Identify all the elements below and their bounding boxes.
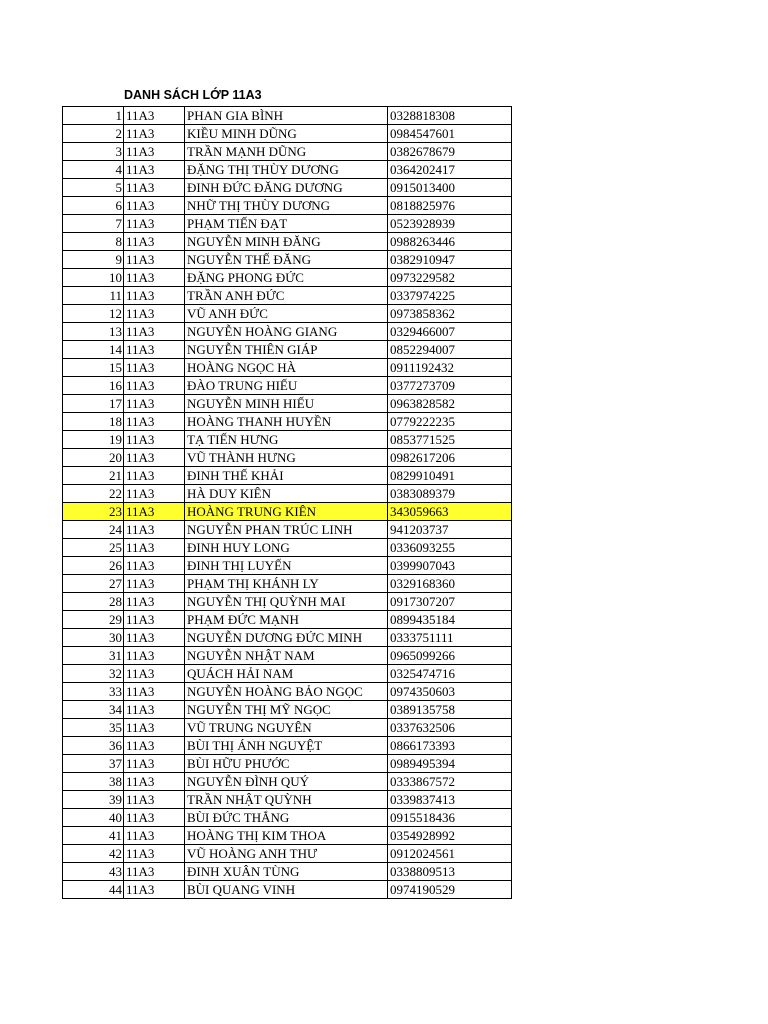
student-name-cell[interactable]: QUÁCH HẢI NAM xyxy=(185,665,388,683)
class-cell[interactable]: 11A3 xyxy=(124,431,185,449)
phone-cell[interactable]: 0354928992 xyxy=(388,827,512,845)
row-number-cell[interactable]: 35 xyxy=(63,719,124,737)
phone-cell[interactable]: 0337974225 xyxy=(388,287,512,305)
student-name-cell[interactable]: NGUYỄN MINH ĐĂNG xyxy=(185,233,388,251)
row-number-cell[interactable]: 10 xyxy=(63,269,124,287)
phone-cell[interactable]: 0328818308 xyxy=(388,107,512,125)
class-cell[interactable]: 11A3 xyxy=(124,575,185,593)
row-number-cell[interactable]: 2 xyxy=(63,125,124,143)
student-name-cell[interactable]: VŨ ANH ĐỨC xyxy=(185,305,388,323)
row-number-cell[interactable]: 5 xyxy=(63,179,124,197)
row-number-cell[interactable]: 18 xyxy=(63,413,124,431)
phone-cell[interactable]: 0383089379 xyxy=(388,485,512,503)
student-name-cell[interactable]: VŨ TRUNG NGUYÊN xyxy=(185,719,388,737)
phone-cell[interactable]: 0336093255 xyxy=(388,539,512,557)
table-row xyxy=(63,755,512,773)
class-cell[interactable]: 11A3 xyxy=(124,395,185,413)
class-cell[interactable]: 11A3 xyxy=(124,125,185,143)
student-name-cell[interactable]: HOÀNG THỊ KIM THOA xyxy=(185,827,388,845)
class-cell[interactable]: 11A3 xyxy=(124,233,185,251)
table-row xyxy=(63,575,512,593)
row-number-cell[interactable]: 40 xyxy=(63,809,124,827)
class-cell[interactable]: 11A3 xyxy=(124,881,185,899)
table-row xyxy=(63,179,512,197)
table-row xyxy=(63,125,512,143)
row-number-cell[interactable]: 44 xyxy=(63,881,124,899)
table-row xyxy=(63,719,512,737)
row-number-cell[interactable]: 7 xyxy=(63,215,124,233)
row-number-cell[interactable]: 30 xyxy=(63,629,124,647)
student-name-cell[interactable]: NGUYỄN DƯƠNG ĐỨC MINH xyxy=(185,629,388,647)
phone-cell[interactable]: 0988263446 xyxy=(388,233,512,251)
table-row xyxy=(63,485,512,503)
phone-cell[interactable]: 0963828582 xyxy=(388,395,512,413)
row-number-cell[interactable]: 13 xyxy=(63,323,124,341)
student-name-cell[interactable]: NHỮ THỊ THÙY DƯƠNG xyxy=(185,197,388,215)
class-cell[interactable]: 11A3 xyxy=(124,647,185,665)
class-cell[interactable]: 11A3 xyxy=(124,845,185,863)
class-list-table xyxy=(62,106,512,899)
table-row xyxy=(63,629,512,647)
row-number-cell[interactable]: 16 xyxy=(63,377,124,395)
row-number-cell[interactable]: 9 xyxy=(63,251,124,269)
phone-cell[interactable]: 0973229582 xyxy=(388,269,512,287)
phone-cell[interactable]: 0973858362 xyxy=(388,305,512,323)
class-cell[interactable]: 11A3 xyxy=(124,827,185,845)
class-cell[interactable]: 11A3 xyxy=(124,305,185,323)
phone-cell[interactable]: 0829910491 xyxy=(388,467,512,485)
class-cell[interactable]: 11A3 xyxy=(124,485,185,503)
class-cell[interactable]: 11A3 xyxy=(124,143,185,161)
row-number-cell[interactable]: 33 xyxy=(63,683,124,701)
student-name-cell[interactable]: HÀ DUY KIÊN xyxy=(185,485,388,503)
student-name-cell[interactable]: BÙI HỮU PHƯỚC xyxy=(185,755,388,773)
student-name-cell[interactable]: ĐẶNG PHONG ĐỨC xyxy=(185,269,388,287)
phone-cell[interactable]: 0853771525 xyxy=(388,431,512,449)
phone-cell[interactable]: 0984547601 xyxy=(388,125,512,143)
class-cell[interactable]: 11A3 xyxy=(124,197,185,215)
class-cell[interactable]: 11A3 xyxy=(124,413,185,431)
table-row xyxy=(63,413,512,431)
row-number-cell[interactable]: 20 xyxy=(63,449,124,467)
table-row xyxy=(63,611,512,629)
table-row xyxy=(63,521,512,539)
table-row xyxy=(63,503,512,521)
student-name-cell[interactable]: NGUYỄN PHAN TRÚC LINH xyxy=(185,521,388,539)
table-row xyxy=(63,683,512,701)
student-name-cell[interactable]: PHẠM TIẾN ĐẠT xyxy=(185,215,388,233)
row-number-cell[interactable]: 42 xyxy=(63,845,124,863)
class-cell[interactable]: 11A3 xyxy=(124,467,185,485)
class-cell[interactable]: 11A3 xyxy=(124,863,185,881)
class-cell[interactable]: 11A3 xyxy=(124,539,185,557)
row-number-cell[interactable]: 41 xyxy=(63,827,124,845)
student-name-cell[interactable]: TRẦN NHẬT QUỲNH xyxy=(185,791,388,809)
table-row xyxy=(63,431,512,449)
table-row xyxy=(63,323,512,341)
student-name-cell[interactable]: ĐÀO TRUNG HIẾU xyxy=(185,377,388,395)
class-cell[interactable]: 11A3 xyxy=(124,161,185,179)
phone-cell[interactable]: 0989495394 xyxy=(388,755,512,773)
student-name-cell[interactable]: NGUYỄN THIÊN GIÁP xyxy=(185,341,388,359)
table-row xyxy=(63,863,512,881)
row-number-cell[interactable]: 43 xyxy=(63,863,124,881)
class-cell[interactable]: 11A3 xyxy=(124,737,185,755)
class-cell[interactable]: 11A3 xyxy=(124,323,185,341)
row-number-cell[interactable]: 32 xyxy=(63,665,124,683)
student-name-cell[interactable]: VŨ THÀNH HƯNG xyxy=(185,449,388,467)
table-row xyxy=(63,665,512,683)
phone-cell[interactable]: 0915013400 xyxy=(388,179,512,197)
table-row xyxy=(63,557,512,575)
class-cell[interactable]: 11A3 xyxy=(124,215,185,233)
table-row xyxy=(63,791,512,809)
row-number-cell[interactable]: 23 xyxy=(63,503,124,521)
student-name-cell[interactable]: TRẦN ANH ĐỨC xyxy=(185,287,388,305)
table-row xyxy=(63,287,512,305)
phone-cell[interactable]: 0382910947 xyxy=(388,251,512,269)
student-name-cell[interactable]: ĐINH THẾ KHẢI xyxy=(185,467,388,485)
row-number-cell[interactable]: 31 xyxy=(63,647,124,665)
row-number-cell[interactable]: 12 xyxy=(63,305,124,323)
phone-cell[interactable]: 0333751111 xyxy=(388,629,512,647)
phone-cell[interactable]: 941203737 xyxy=(388,521,512,539)
table-row xyxy=(63,143,512,161)
table-row xyxy=(63,737,512,755)
class-cell[interactable]: 11A3 xyxy=(124,665,185,683)
student-name-cell[interactable]: BÙI QUANG VINH xyxy=(185,881,388,899)
row-number-cell[interactable]: 27 xyxy=(63,575,124,593)
class-cell[interactable]: 11A3 xyxy=(124,593,185,611)
phone-cell[interactable]: 0399907043 xyxy=(388,557,512,575)
student-name-cell[interactable]: NGUYỄN ĐÌNH QUÝ xyxy=(185,773,388,791)
row-number-cell[interactable]: 26 xyxy=(63,557,124,575)
student-name-cell[interactable]: BÙI ĐỨC THẮNG xyxy=(185,809,388,827)
phone-cell[interactable]: 0523928939 xyxy=(388,215,512,233)
class-cell[interactable]: 11A3 xyxy=(124,503,185,521)
student-name-cell[interactable]: NGUYỄN NHẬT NAM xyxy=(185,647,388,665)
phone-cell[interactable]: 0382678679 xyxy=(388,143,512,161)
row-number-cell[interactable]: 22 xyxy=(63,485,124,503)
table-row xyxy=(63,341,512,359)
student-name-cell[interactable]: PHẠM ĐỨC MẠNH xyxy=(185,611,388,629)
table-row xyxy=(63,107,512,125)
class-cell[interactable]: 11A3 xyxy=(124,521,185,539)
student-name-cell[interactable]: HOÀNG NGỌC HÀ xyxy=(185,359,388,377)
phone-cell[interactable]: 0389135758 xyxy=(388,701,512,719)
table-body xyxy=(63,107,512,899)
class-cell[interactable]: 11A3 xyxy=(124,107,185,125)
phone-cell[interactable]: 0377273709 xyxy=(388,377,512,395)
student-name-cell[interactable]: ĐINH THỊ LUYẾN xyxy=(185,557,388,575)
row-number-cell[interactable]: 37 xyxy=(63,755,124,773)
table-row xyxy=(63,845,512,863)
student-name-cell[interactable]: NGUYỄN THỊ MỸ NGỌC xyxy=(185,701,388,719)
class-cell[interactable]: 11A3 xyxy=(124,359,185,377)
row-number-cell[interactable]: 3 xyxy=(63,143,124,161)
row-number-cell[interactable]: 34 xyxy=(63,701,124,719)
class-cell[interactable]: 11A3 xyxy=(124,377,185,395)
row-number-cell[interactable]: 24 xyxy=(63,521,124,539)
student-name-cell[interactable]: HOÀNG THANH HUYỀN xyxy=(185,413,388,431)
table-row xyxy=(63,827,512,845)
row-number-cell[interactable]: 14 xyxy=(63,341,124,359)
student-name-cell[interactable]: NGUYỄN THẾ ĐĂNG xyxy=(185,251,388,269)
student-name-cell[interactable]: NGUYỄN MINH HIẾU xyxy=(185,395,388,413)
student-name-cell[interactable]: VŨ HOÀNG ANH THƯ xyxy=(185,845,388,863)
student-name-cell[interactable]: KIỀU MINH DŨNG xyxy=(185,125,388,143)
student-name-cell[interactable]: NGUYỄN THỊ QUỲNH MAI xyxy=(185,593,388,611)
row-number-cell[interactable]: 4 xyxy=(63,161,124,179)
phone-cell[interactable]: 0329168360 xyxy=(388,575,512,593)
row-number-cell[interactable]: 15 xyxy=(63,359,124,377)
phone-cell[interactable]: 0364202417 xyxy=(388,161,512,179)
class-cell[interactable]: 11A3 xyxy=(124,755,185,773)
table-row xyxy=(63,269,512,287)
student-name-cell[interactable]: NGUYỄN HOÀNG GIANG xyxy=(185,323,388,341)
student-name-cell[interactable]: TẠ TIẾN HƯNG xyxy=(185,431,388,449)
class-cell[interactable]: 11A3 xyxy=(124,557,185,575)
phone-cell[interactable]: 0325474716 xyxy=(388,665,512,683)
table-row xyxy=(63,647,512,665)
student-name-cell[interactable]: PHẠM THỊ KHÁNH LY xyxy=(185,575,388,593)
student-name-cell[interactable]: TRẦN MẠNH DŨNG xyxy=(185,143,388,161)
student-name-cell[interactable]: ĐẶNG THỊ THÙY DƯƠNG xyxy=(185,161,388,179)
student-name-cell[interactable]: HOÀNG TRUNG KIÊN xyxy=(185,503,388,521)
row-number-cell[interactable]: 11 xyxy=(63,287,124,305)
table-row xyxy=(63,197,512,215)
table-row xyxy=(63,251,512,269)
row-number-cell[interactable]: 39 xyxy=(63,791,124,809)
phone-cell[interactable]: 0852294007 xyxy=(388,341,512,359)
table-row xyxy=(63,359,512,377)
row-number-cell[interactable]: 36 xyxy=(63,737,124,755)
phone-cell[interactable]: 0917307207 xyxy=(388,593,512,611)
phone-cell[interactable]: 0965099266 xyxy=(388,647,512,665)
phone-cell[interactable]: 0339837413 xyxy=(388,791,512,809)
row-number-cell[interactable]: 28 xyxy=(63,593,124,611)
table-row xyxy=(63,215,512,233)
phone-cell[interactable]: 0912024561 xyxy=(388,845,512,863)
phone-cell[interactable]: 343059663 xyxy=(388,503,512,521)
class-cell[interactable]: 11A3 xyxy=(124,719,185,737)
phone-cell[interactable]: 0974190529 xyxy=(388,881,512,899)
table-row xyxy=(63,305,512,323)
class-cell[interactable]: 11A3 xyxy=(124,269,185,287)
row-number-cell[interactable]: 29 xyxy=(63,611,124,629)
phone-cell[interactable]: 0818825976 xyxy=(388,197,512,215)
table-row xyxy=(63,449,512,467)
table-row xyxy=(63,233,512,251)
class-cell[interactable]: 11A3 xyxy=(124,701,185,719)
row-number-cell[interactable]: 38 xyxy=(63,773,124,791)
class-cell[interactable]: 11A3 xyxy=(124,683,185,701)
phone-cell[interactable]: 0866173393 xyxy=(388,737,512,755)
student-name-cell[interactable]: ĐINH ĐỨC ĐĂNG DƯƠNG xyxy=(185,179,388,197)
phone-cell[interactable]: 0333867572 xyxy=(388,773,512,791)
table-row xyxy=(63,881,512,899)
row-number-cell[interactable]: 25 xyxy=(63,539,124,557)
student-name-cell[interactable]: NGUYỄN HOÀNG BẢO NGỌC xyxy=(185,683,388,701)
phone-cell[interactable]: 0337632506 xyxy=(388,719,512,737)
table-row xyxy=(63,809,512,827)
row-number-cell[interactable]: 1 xyxy=(63,107,124,125)
table-row xyxy=(63,161,512,179)
phone-cell[interactable]: 0911192432 xyxy=(388,359,512,377)
phone-cell[interactable]: 0974350603 xyxy=(388,683,512,701)
class-cell[interactable]: 11A3 xyxy=(124,179,185,197)
phone-cell[interactable]: 0899435184 xyxy=(388,611,512,629)
table-row xyxy=(63,701,512,719)
class-cell[interactable]: 11A3 xyxy=(124,251,185,269)
row-number-cell[interactable]: 8 xyxy=(63,233,124,251)
row-number-cell[interactable]: 17 xyxy=(63,395,124,413)
phone-cell[interactable]: 0338809513 xyxy=(388,863,512,881)
table-row xyxy=(63,773,512,791)
class-cell[interactable]: 11A3 xyxy=(124,287,185,305)
table-row xyxy=(63,395,512,413)
row-number-cell[interactable]: 21 xyxy=(63,467,124,485)
row-number-cell[interactable]: 6 xyxy=(63,197,124,215)
table-row xyxy=(63,593,512,611)
student-name-cell[interactable]: BÙI THỊ ÁNH NGUYỆT xyxy=(185,737,388,755)
student-name-cell[interactable]: ĐINH XUÂN TÙNG xyxy=(185,863,388,881)
row-number-cell[interactable]: 19 xyxy=(63,431,124,449)
phone-cell[interactable]: 0982617206 xyxy=(388,449,512,467)
student-name-cell[interactable]: PHAN GIA BÌNH xyxy=(185,107,388,125)
class-cell[interactable]: 11A3 xyxy=(124,449,185,467)
phone-cell[interactable]: 0329466007 xyxy=(388,323,512,341)
sheet-title: DANH SÁCH LỚP 11A3 xyxy=(124,88,262,102)
table-row xyxy=(63,539,512,557)
class-cell[interactable]: 11A3 xyxy=(124,773,185,791)
class-cell[interactable]: 11A3 xyxy=(124,629,185,647)
class-cell[interactable]: 11A3 xyxy=(124,809,185,827)
class-cell[interactable]: 11A3 xyxy=(124,611,185,629)
class-cell[interactable]: 11A3 xyxy=(124,791,185,809)
table-row xyxy=(63,467,512,485)
table-row xyxy=(63,377,512,395)
phone-cell[interactable]: 0779222235 xyxy=(388,413,512,431)
student-name-cell[interactable]: ĐINH HUY LONG xyxy=(185,539,388,557)
phone-cell[interactable]: 0915518436 xyxy=(388,809,512,827)
class-cell[interactable]: 11A3 xyxy=(124,341,185,359)
